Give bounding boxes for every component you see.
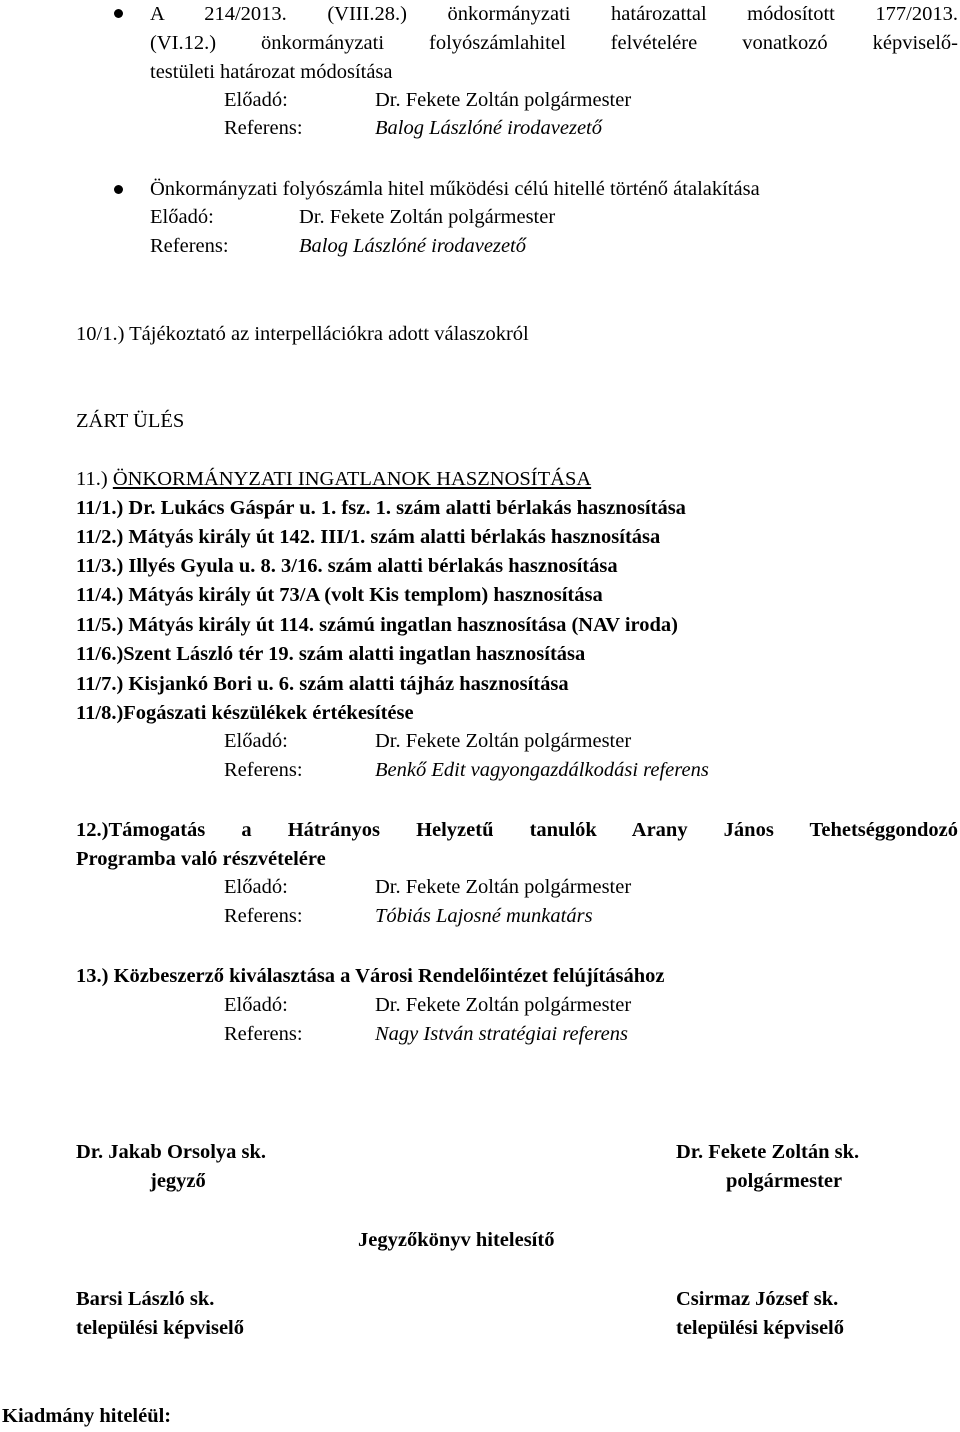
list-item: 11/8.)Fogászati készülékek értékesítése [76, 702, 414, 724]
referent-label: Referens: [224, 1023, 303, 1045]
presenter-label: Előadó: [224, 89, 288, 111]
presenter-name: Dr. Fekete Zoltán polgármester [375, 730, 632, 752]
signature-left-role: jegyző [150, 1170, 206, 1192]
presenter-name: Dr. Fekete Zoltán polgármester [375, 994, 632, 1016]
list-item: 11/5.) Mátyás király út 114. számú ingatlan hasznosítása (NAV iroda) [76, 614, 678, 636]
signature-right-name: Dr. Fekete Zoltán sk. [676, 1141, 860, 1163]
presenter-name: Dr. Fekete Zoltán polgármester [375, 89, 632, 111]
bullet-point [114, 185, 123, 194]
list-item: 11/6.)Szent László tér 19. szám alatti ingatlan hasznosítása [76, 643, 586, 665]
presenter-label: Előadó: [150, 206, 214, 228]
item-12-line2: Programba való részvételére [76, 848, 326, 870]
item-13-title: 13.) Közbeszerző kiválasztása a Városi Rendelőintézet felújításához [76, 965, 665, 987]
presenter-name: Dr. Fekete Zoltán polgármester [299, 206, 556, 228]
list-item: 11/4.) Mátyás király út 73/A (volt Kis templom) hasznosítása [76, 584, 603, 606]
list-item: 11/3.) Illyés Gyula u. 8. 3/16. szám alatti bérlakás hasznosítása [76, 555, 618, 577]
section-11-heading [76, 469, 591, 490]
authenticator-right-role: települési képviselő [676, 1317, 844, 1339]
signature-left-name: Dr. Jakab Orsolya sk. [76, 1141, 267, 1163]
agenda-item-10-1: 10/1.) Tájékoztató az interpellációkra adott válaszokról [76, 323, 529, 345]
section-11-number: 11.) [76, 468, 113, 490]
presenter-label: Előadó: [224, 876, 288, 898]
referent-name: Tóbiás Lajosné munkatárs [375, 905, 593, 927]
referent-name: Benkő Edit vagyongazdálkodási referens [375, 759, 709, 781]
referent-name: Balog Lászlóné irodavezető [299, 235, 527, 257]
list-item: 11/1.) Dr. Lukács Gáspár u. 1. fsz. 1. szám alatti bérlakás hasznosítása [76, 497, 686, 519]
authenticator-right-name: Csirmaz József sk. [676, 1288, 839, 1310]
item-a-line1: A 214/2013. (VIII.28.) önkormányzati határozattal módosított 177/2013. [150, 3, 958, 25]
item-b-title: Önkormányzati folyószámla hitel működési célú hitellé történő átalakítása [150, 178, 760, 200]
presenter-label: Előadó: [224, 994, 288, 1016]
referent-name: Balog Lászlóné irodavezető [375, 117, 603, 139]
signature-right-role: polgármester [726, 1170, 843, 1192]
authenticator-left-role: települési képviselő [76, 1317, 244, 1339]
certified-copy-label: Kiadmány hiteléül: [2, 1405, 172, 1427]
item-a-line3: testületi határozat módosítása [150, 61, 393, 83]
referent-label: Referens: [224, 117, 303, 139]
referent-label: Referens: [150, 235, 229, 257]
authenticator-heading: Jegyzőkönyv hitelesítő [358, 1229, 555, 1251]
presenter-name: Dr. Fekete Zoltán polgármester [375, 876, 632, 898]
referent-label: Referens: [224, 759, 303, 781]
presenter-label: Előadó: [224, 730, 288, 752]
referent-name: Nagy István stratégiai referens [375, 1023, 628, 1045]
section-11-title: ÖNKORMÁNYZATI INGATLANOK HASZNOSÍTÁSA [112, 468, 592, 490]
referent-label: Referens: [224, 905, 303, 927]
closed-session-heading: ZÁRT ÜLÉS [76, 410, 185, 432]
authenticator-left-name: Barsi László sk. [76, 1288, 215, 1310]
item-12-line1: 12.)Támogatás a Hátrányos Helyzetű tanulók Arany János Tehetséggondozó [76, 819, 958, 841]
list-item: 11/2.) Mátyás király út 142. III/1. szám alatti bérlakás hasznosítása [76, 526, 661, 548]
list-item: 11/7.) Kisjankó Bori u. 6. szám alatti tájház hasznosítása [76, 673, 569, 695]
item-a-line2: (VI.12.) önkormányzati folyószámlahitel felvételére vonatkozó képviselő- [150, 32, 958, 54]
bullet-point [114, 9, 123, 18]
